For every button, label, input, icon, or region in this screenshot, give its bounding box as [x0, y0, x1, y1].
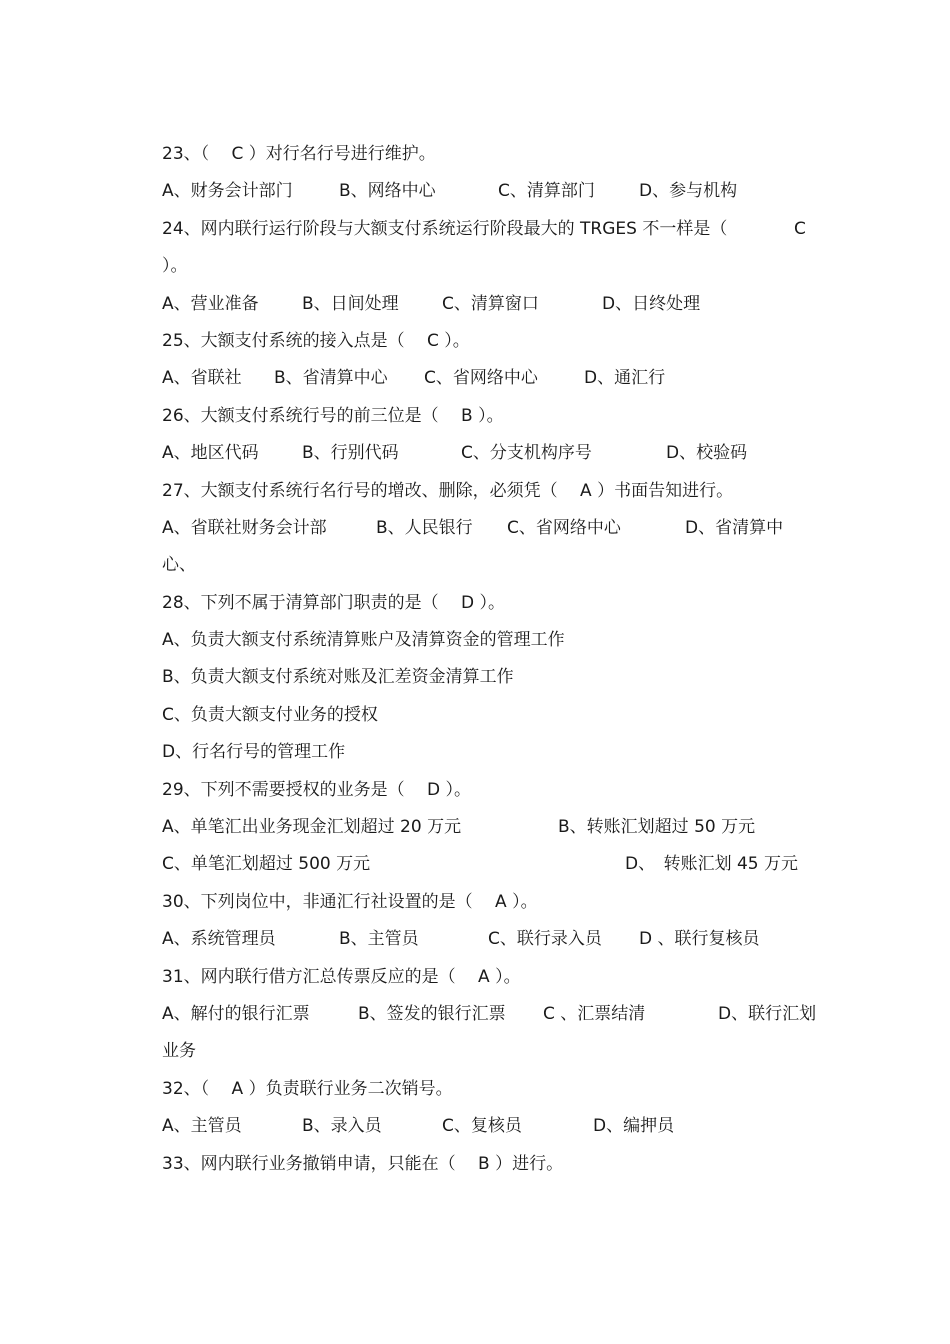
option-a: A、省联社 — [162, 368, 242, 389]
option-b: B、录入员 — [302, 1116, 382, 1137]
option-c: C、清算部门 — [498, 181, 595, 202]
option-a: A、主管员 — [162, 1116, 242, 1137]
answer-text: C — [794, 218, 806, 239]
question-list — [162, 136, 842, 1183]
option-c: C、省网络中心 — [424, 368, 538, 389]
options-30 — [162, 921, 842, 958]
option-d: D、省清算中 — [685, 517, 784, 538]
options-26 — [162, 435, 842, 472]
option-d-continued: 心、 — [162, 555, 196, 576]
options-27 — [162, 510, 842, 547]
option-d: D、 转账汇划 45 万元 — [625, 854, 799, 875]
option-a: A、省联社财务会计部 — [162, 517, 327, 538]
option-a: A、地区代码 — [162, 443, 259, 464]
option-b: B、省清算中心 — [274, 368, 388, 389]
options-31-continued — [162, 1033, 842, 1070]
option-b: B、负责大额支付系统对账及汇差资金清算工作 — [162, 667, 514, 688]
question-33 — [162, 1146, 842, 1183]
option-c: C、单笔汇划超过 500 万元 — [162, 854, 371, 875]
question-30 — [162, 884, 842, 921]
question-text: 32、（ A ）负责联行业务二次销号。 — [162, 1078, 453, 1099]
options-32 — [162, 1108, 842, 1145]
question-text: 28、下列不属于清算部门职责的是（ D ）。 — [162, 592, 506, 613]
options-31 — [162, 996, 842, 1033]
question-32 — [162, 1071, 842, 1108]
option-a: A、单笔汇出业务现金汇划超过 20 万元 — [162, 817, 462, 838]
question-text: 23、（ C ）对行名行号进行维护。 — [162, 144, 436, 164]
question-24 — [162, 211, 842, 248]
options-29-cd — [162, 846, 842, 883]
question-text: 31、网内联行借方汇总传票反应的是（ A ）。 — [162, 966, 521, 987]
option-c: C、分支机构序号 — [461, 443, 592, 464]
option-d: D 、联行复核员 — [639, 929, 760, 950]
option-c: C、负责大额支付业务的授权 — [162, 704, 378, 725]
question-text: 26、大额支付系统行号的前三位是（ B ）。 — [162, 405, 504, 426]
option-b: B、转账汇划超过 50 万元 — [558, 817, 756, 838]
option-28-b — [162, 659, 842, 696]
option-c: C、清算窗口 — [442, 293, 539, 314]
option-a: A、解付的银行汇票 — [162, 1003, 310, 1024]
options-27-continued — [162, 547, 842, 584]
question-text: 33、网内联行业务撤销申请，只能在（ B ）进行。 — [162, 1153, 564, 1174]
question-text: 24、网内联行运行阶段与大额支付系统运行阶段最大的 TRGES 不一样是（ — [162, 218, 728, 239]
option-c: C、复核员 — [442, 1116, 522, 1137]
option-a: A、财务会计部门 — [162, 181, 293, 202]
question-text: 25、大额支付系统的接入点是（ C ）。 — [162, 330, 470, 351]
question-24-continued — [162, 248, 842, 285]
option-b: B、人民银行 — [376, 517, 473, 538]
option-b: B、日间处理 — [302, 293, 399, 314]
question-text: 29、下列不需要授权的业务是（ D ）。 — [162, 779, 472, 800]
question-25 — [162, 323, 842, 360]
option-d: D、联行汇划 — [718, 1003, 817, 1024]
question-text: 27、大额支付系统行名行号的增改、删除，必须凭（ A ）书面告知进行。 — [162, 480, 734, 501]
option-d: D、日终处理 — [602, 293, 701, 314]
option-c: C、省网络中心 — [507, 517, 621, 538]
option-28-c — [162, 697, 842, 734]
option-b: B、网络中心 — [339, 181, 436, 202]
question-31 — [162, 959, 842, 996]
option-d: D、编押员 — [593, 1116, 675, 1137]
question-27 — [162, 473, 842, 510]
option-a: A、负责大额支付系统清算账户及清算资金的管理工作 — [162, 630, 565, 651]
option-a: A、营业准备 — [162, 293, 259, 314]
option-b: B、签发的银行汇票 — [358, 1003, 506, 1024]
option-d-continued: 业务 — [162, 1041, 196, 1062]
question-29 — [162, 772, 842, 809]
options-24 — [162, 286, 842, 323]
options-25 — [162, 360, 842, 397]
option-d: D、通汇行 — [584, 368, 666, 389]
option-28-d — [162, 734, 842, 771]
option-b: B、主管员 — [339, 929, 419, 950]
option-28-a — [162, 622, 842, 659]
question-23 — [162, 136, 842, 173]
question-28 — [162, 585, 842, 622]
options-23 — [162, 173, 842, 210]
question-26 — [162, 398, 842, 435]
option-c: C 、汇票结清 — [543, 1003, 646, 1024]
option-b: B、行别代码 — [302, 443, 399, 464]
options-29-ab — [162, 809, 842, 846]
option-c: C、联行录入员 — [488, 929, 602, 950]
option-a: A、系统管理员 — [162, 929, 276, 950]
question-text: 30、下列岗位中，非通汇行社设置的是（ A ）。 — [162, 891, 538, 912]
option-d: D、校验码 — [666, 443, 748, 464]
option-d: D、行名行号的管理工作 — [162, 742, 346, 763]
option-d: D、参与机构 — [639, 181, 738, 202]
question-text: ）。 — [162, 256, 188, 277]
